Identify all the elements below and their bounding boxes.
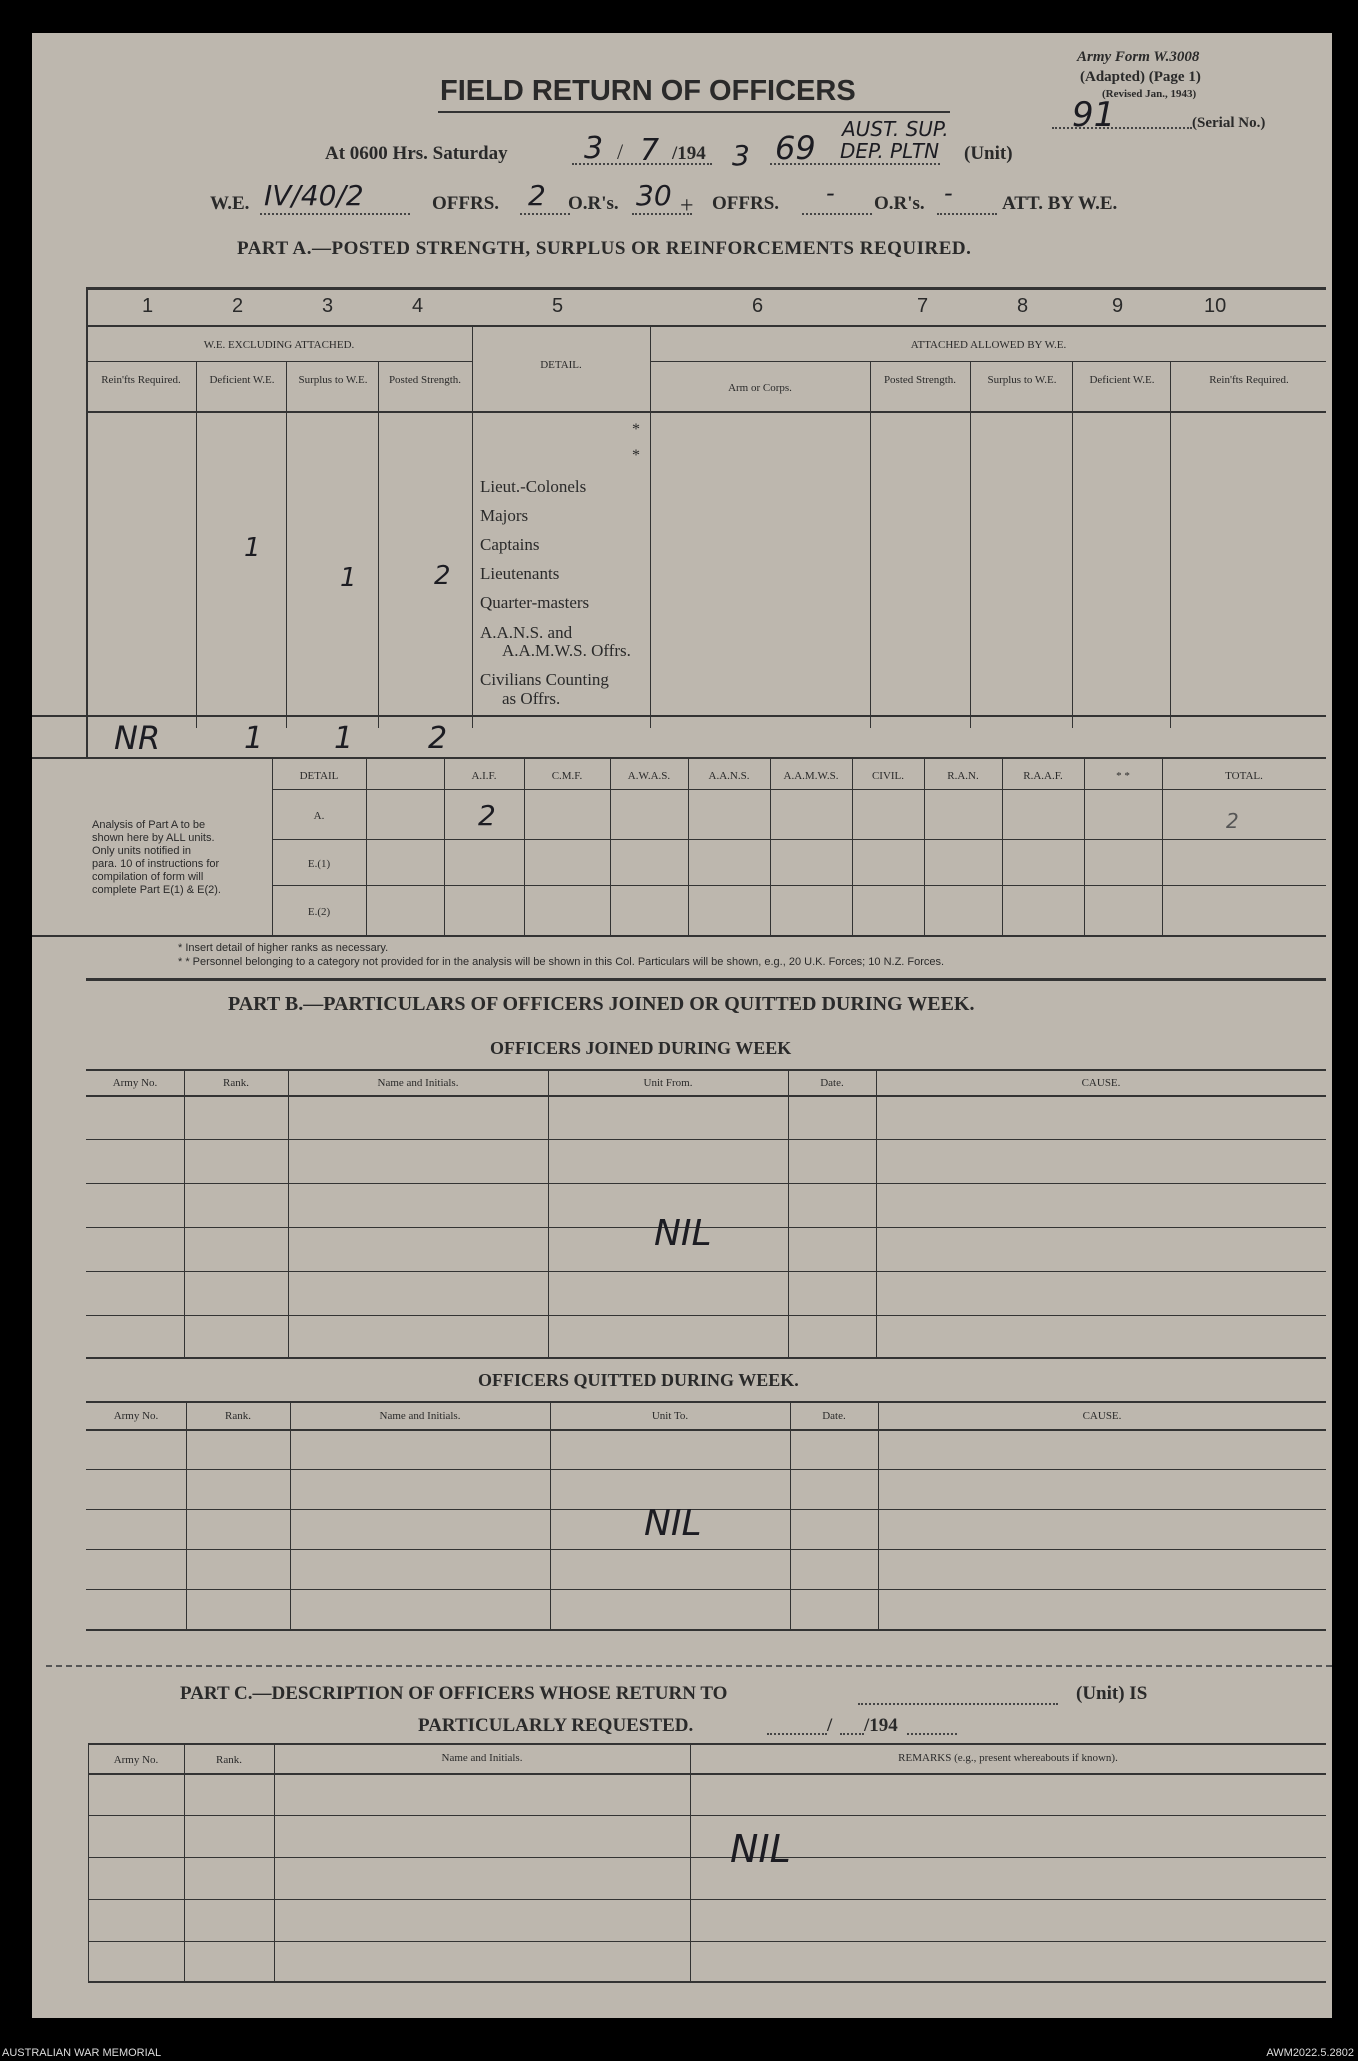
an-hdr-other: * * [1116,770,1130,782]
hdr-surplus-right: Surplus to W.E. [987,374,1057,386]
part-b-title: PART B.—PARTICULARS OF OFFICERS JOINED OR QUITTED DURING WEEK. [228,993,975,1015]
unit-label: (Unit) [964,143,1013,164]
quitted-hdr-cause: CAUSE. [1082,1410,1122,1422]
date-month: 7 [640,133,660,168]
partc-hdr-rank: Rank. [216,1754,242,1766]
form-title: FIELD RETURN OF OFFICERS [440,75,856,107]
hand-captains-deficient: 1 [244,533,261,563]
form-number: Army Form W.3008 [1077,49,1200,65]
col-number-4: 4 [412,295,424,317]
footnote-2: * * Personnel belonging to a category not provided for in the analysis will be shown in this Col. Particulars will be shown, e.g., 20 U.K. Forces; 10 N.Z. Forces. [178,956,945,968]
ors2-label: O.R's. [874,193,925,214]
joined-hdr-cause: CAUSE. [1081,1077,1121,1089]
part-a-title: PART A.—POSTED STRENGTH, SURPLUS OR REINFORCEMENTS REQUIRED. [237,238,972,259]
serial-label: (Serial No.) [1192,115,1266,131]
we-label: W.E. [210,193,250,214]
analysis-note-1: Analysis of Part A to be [92,819,206,831]
ors-value: 30 [636,179,672,212]
partc-hdr-armyno: Army No. [113,1754,159,1766]
an-hdr-total: TOTAL. [1225,770,1263,782]
an-a-aif: 2 [478,799,496,832]
an-row-e2: E.(2) [307,906,331,918]
quitted-title: OFFICERS QUITTED DURING WEEK. [478,1370,799,1390]
unit-number: 69 [775,129,816,167]
col-number-6: 6 [752,295,764,317]
ors-label: O.R's. [568,193,619,214]
col-number-5: 5 [552,295,564,317]
hdr-posted-left: Posted Strength. [388,374,462,386]
analysis-note-3: Only units notified in [92,845,192,857]
quitted-hdr-rank: Rank. [225,1410,251,1422]
group-we-excluding: W.E. EXCLUDING ATTACHED. [203,339,355,351]
date-year-prefix: /194 [672,143,706,164]
form-adapted: (Adapted) (Page 1) [1080,69,1201,85]
star-1: * [632,421,640,438]
joined-title: OFFICERS JOINED DURING WEEK [490,1038,792,1058]
rank-as-offrs: as Offrs. [502,689,561,708]
an-hdr-ran: R.A.N. [947,770,979,782]
hand-lieut-surplus: 1 [340,563,357,593]
an-a-total: 2 [1226,809,1239,833]
joined-hdr-rank: Rank. [223,1077,249,1089]
quitted-hdr-date: Date. [822,1410,846,1422]
we-value: IV/40/2 [264,179,364,212]
unit-name-line2: DEP. PLTN [840,139,940,163]
quitted-nil: NIL [644,1503,702,1544]
analysis-note-2: shown here by ALL units. [92,832,215,844]
total-reinfts: NR [114,719,161,757]
offrs-label: OFFRS. [432,193,500,214]
footnote-1: * Insert detail of higher ranks as necessary. [178,942,389,954]
an-row-e1: E.(1) [307,858,331,870]
an-hdr-detail: DETAIL [299,770,339,782]
rank-aamws: A.A.M.W.S. Offrs. [502,641,631,660]
att-label: ATT. BY W.E. [1002,193,1118,214]
rank-civilians: Civilians Counting [480,670,609,689]
joined-hdr-date: Date. [820,1077,844,1089]
group-attached-allowed: ATTACHED ALLOWED BY W.E. [910,339,1067,351]
partc-hdr-name: Name and Initials. [441,1752,523,1764]
rank-lieutenants: Lieutenants [480,564,560,583]
hdr-posted-right: Posted Strength. [883,374,957,386]
rank-majors: Majors [480,506,529,525]
an-hdr-civil: CIVIL. [871,770,905,782]
joined-hdr-name: Name and Initials. [377,1077,459,1089]
analysis-note-4: para. 10 of instructions for [92,858,220,870]
offrs2-value: - [826,179,835,207]
form-revised: (Revised Jan., 1943) [1102,88,1197,100]
rank-aans: A.A.N.S. and [480,623,573,642]
rank-captains: Captains [480,535,540,554]
analysis-note-6: complete Part E(1) & E(2). [92,884,221,896]
joined-hdr-unit: Unit From. [643,1077,693,1089]
date-year-digit: 3 [732,139,750,172]
rank-quartermasters: Quarter-masters [480,593,590,612]
col-number-8: 8 [1017,295,1029,317]
hdr-deficient-right: Deficient W.E. [1089,374,1155,386]
total-deficient: 1 [244,721,264,756]
total-surplus: 1 [334,721,354,756]
hdr-reinfts-right: Rein'fts Required. [1209,374,1289,386]
hdr-reinfts-left: Rein'fts Required. [101,374,181,386]
an-hdr-awas: A.W.A.S. [627,770,671,782]
hdr-deficient-left: Deficient W.E. [209,374,275,386]
an-hdr-aans: A.A.N.S. [708,770,750,782]
partc-hdr-remarks: REMARKS (e.g., present whereabouts if known). [898,1752,1118,1764]
form-sheet: Army Form W.3008 (Adapted) (Page 1) (Revised Jan., 1943) 91 (Serial No.) FIELD RETURN OF OFFICERS At 0600 Hrs. Saturday 3 / 7 /194 3 69 AUST. SUP. DEP. PLTN (Unit) W.E. IV/40/2 OFFRS. 2 O.R's. 30 + OFFRS. - O.R's. - ATT. BY W.E. PART A.—POSTED STRENGTH, SURPLUS OR REINFORCEMENTS REQUIRED. 1 2 3 4 5 6 7 8 9 10 W.E. EXCLUDING ATTACHED. ATTACHED ALLOWED BY W.E. DETAIL. Rein'fts Required. Deficient W.E. Surplus to W.E. Posted Strength. Arm or Corps. Posted Strength. Surplus to W.E. Deficient W.E. Rein'fts Required. * * Lieut.-Colonels Majors Captains Lieutenants Quarter-masters A.A.N.S. and A.A.M.W.S. Offrs. Civilians Counting as Offrs. 1 1 2 NR 1 1 2 DETAIL A.I.F. C.M.F. A.W.A.S. A.A.N.S. A.A.M.W.S. CIVIL. R.A.N. R.A.A.F. * * TOTAL. A. E.(1) E.(2) 2 2 Analysis of Part A to be shown here by ALL units. Only units notified in para. 10 of instructions for compilation of form will complete Part E(1) & E(2). * Insert detail of higher ranks as necessary. * * Personnel belonging to a category not provided for in the analysis will be shown in this Col. Particulars will be shown, e.g., 20 U.K. Forces; 10 N.Z. Forces. PART B.—PARTICULARS OF OFFICERS JOINED OR QUITTED DURING WEEK. OFFICERS JOINED DURING WEEK Army No. Rank. Name and Initials. Unit From. Date. CAUSE. NIL OFFICERS QUITTED DURING WEEK. Army No. Rank. Name and Initials. Unit To. Date. CAUSE. NIL PART C.—DESCRIPTION OF OFFICERS WHOSE RETURN TO (Unit) IS PARTICULARLY REQUESTED. / /194 Army No. Rank. Name and Initials. REMARKS (e.g., present whereabouts if known). NIL [32,33,1332,2018]
offrs2-label: OFFRS. [712,193,780,214]
detail-header: DETAIL. [540,359,582,371]
serial-value: 91 [1072,95,1116,135]
at-line-label: At 0600 Hrs. Saturday [325,143,508,164]
col-number-1: 1 [142,295,154,317]
date-day: 3 [584,131,604,166]
col-number-9: 9 [1112,295,1124,317]
part-c-title: PART C.—DESCRIPTION OF OFFICERS WHOSE RETURN TO [180,1683,728,1704]
analysis-note-5: compilation of form will [92,871,204,883]
plus-sign: + [680,193,694,219]
joined-hdr-armyno: Army No. [112,1077,158,1089]
col-number-3: 3 [322,295,334,317]
quitted-hdr-armyno: Army No. [113,1410,159,1422]
hdr-arm-corps: Arm or Corps. [728,382,792,394]
star-2: * [632,447,640,464]
ors2-value: - [944,179,953,207]
an-hdr-cmf: C.M.F. [551,770,583,782]
joined-nil: NIL [654,1213,712,1254]
caption-right: AWM2022.5.2802 [1266,2047,1354,2059]
caption-left: AUSTRALIAN WAR MEMORIAL [2,2047,162,2059]
col-number-10: 10 [1204,295,1227,317]
an-hdr-raaf: R.A.A.F. [1023,770,1063,782]
part-c-date-sep: / [827,1715,833,1736]
part-c-requested: PARTICULARLY REQUESTED. [418,1715,694,1736]
col-number-2: 2 [232,295,244,317]
total-posted: 2 [428,721,448,756]
offrs-value: 2 [528,179,546,212]
hand-lieut-posted: 2 [434,561,451,591]
partc-nil: NIL [730,1827,791,1871]
part-c-year: /194 [864,1715,898,1736]
an-hdr-aamws: A.A.M.W.S. [783,770,839,782]
unit-name-line1: AUST. SUP. [842,117,949,141]
col-number-7: 7 [917,295,929,317]
quitted-hdr-name: Name and Initials. [379,1410,461,1422]
quitted-hdr-unit: Unit To. [651,1410,689,1422]
rank-lieut-colonels: Lieut.-Colonels [480,477,587,496]
an-hdr-aif: A.I.F. [471,770,497,782]
an-row-a: A. [313,810,325,822]
part-c-unit-is: (Unit) IS [1076,1683,1148,1704]
hdr-surplus-left: Surplus to W.E. [298,374,368,386]
